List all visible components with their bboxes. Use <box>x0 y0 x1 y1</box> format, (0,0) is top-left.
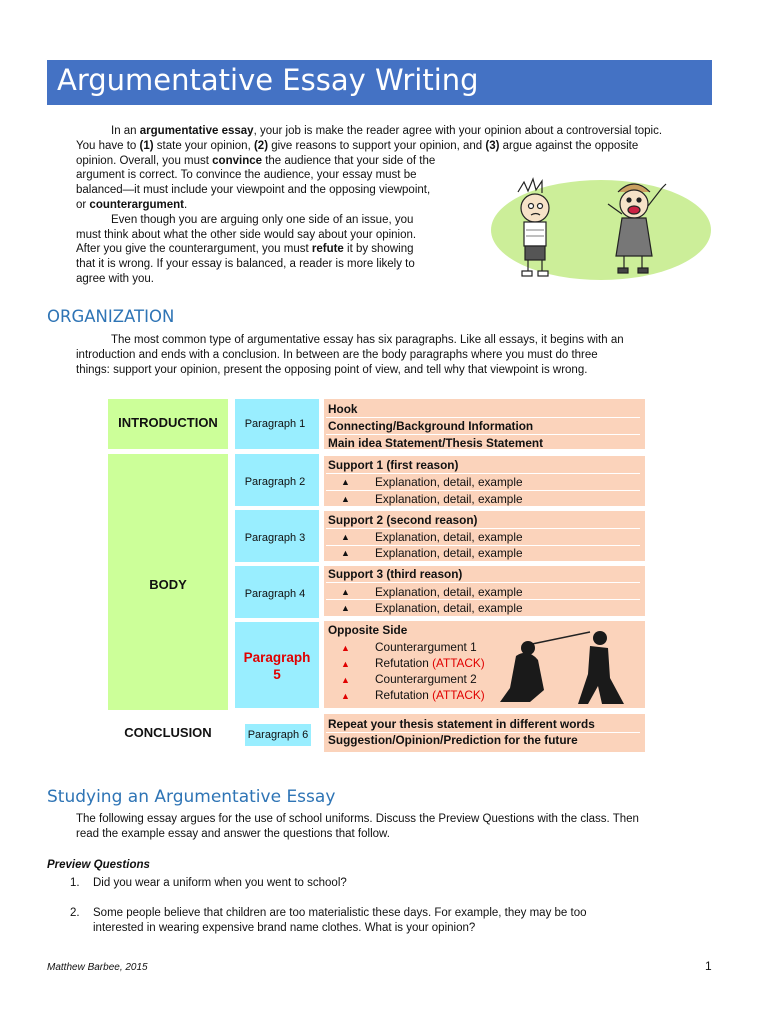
question-1-text: Did you wear a uniform when you went to school? <box>93 877 347 889</box>
paragraph-2-label: Paragraph 2 <box>244 476 306 488</box>
question-2-text: Some people believe that children are too materialistic these days. For example, they may be too interested in wearing expensive brand name clothes. What is your opinion? <box>93 907 587 934</box>
repeat-thesis-text: Repeat your thesis statement in different words <box>328 717 595 731</box>
paragraph-6-label: Paragraph 6 <box>247 729 309 741</box>
page-number: 1 <box>705 959 712 973</box>
check-icon: ▲ <box>341 691 350 701</box>
hook-text: Hook <box>328 402 358 416</box>
preview-questions-heading: Preview Questions <box>47 859 150 871</box>
paragraph-1-label: Paragraph 1 <box>244 418 306 430</box>
support-2-explanation-1: Explanation, detail, example <box>375 530 523 544</box>
studying-heading: Studying an Argumentative Essay <box>47 787 336 807</box>
check-icon: ▲ <box>341 532 350 542</box>
body-label: BODY <box>149 577 187 592</box>
question-2-number: 2. <box>70 907 80 919</box>
support-3-explanation-2: Explanation, detail, example <box>375 601 523 615</box>
organization-heading: ORGANIZATION <box>47 307 175 326</box>
support-3-text: Support 3 (third reason) <box>328 567 463 581</box>
footer-author: Matthew Barbee, 2015 <box>47 962 148 973</box>
check-icon: ▲ <box>341 494 350 504</box>
fencers-illustration <box>490 626 630 706</box>
counterargument-1-text: Counterargument 1 <box>375 640 477 654</box>
introduction-label: INTRODUCTION <box>118 415 218 430</box>
studying-paragraph: The following essay argues for the use of school uniforms. Discuss the Preview Questions with the class. Then read the example essay and answer the questions that follow. <box>76 813 639 840</box>
connecting-background-text: Connecting/Background Information <box>328 419 534 433</box>
support-1-explanation-1: Explanation, detail, example <box>375 475 523 489</box>
support-1-explanation-2: Explanation, detail, example <box>375 492 523 506</box>
opposite-side-text: Opposite Side <box>328 623 408 637</box>
support-1-text: Support 1 (first reason) <box>328 458 459 472</box>
paragraph-5-label: Paragraph 5 <box>243 650 311 682</box>
paragraph-3-label: Paragraph 3 <box>244 532 306 544</box>
paragraph-4-label: Paragraph 4 <box>244 588 306 600</box>
question-1-number: 1. <box>70 877 80 889</box>
check-icon: ▲ <box>341 477 350 487</box>
main-idea-text: Main idea Statement/Thesis Statement <box>328 436 544 450</box>
refutation-1-text: Refutation (ATTACK) <box>375 656 485 670</box>
title-bar <box>47 60 712 105</box>
calvin-cartoon-illustration <box>490 170 712 282</box>
support-3-explanation-1: Explanation, detail, example <box>375 585 523 599</box>
organization-paragraph: The most common type of argumentative essay has six paragraphs. Like all essays, it begins with an introduction and ends with a conclusion. In between are the body paragraphs where you must do three things: support your opinion, present the opposing point of view, and tell why that viewpoint is wrong. <box>76 334 624 376</box>
check-icon: ▲ <box>341 643 350 653</box>
check-icon: ▲ <box>341 603 350 613</box>
page-title: Argumentative Essay Writing <box>57 63 479 97</box>
conclusion-label: CONCLUSION <box>124 725 212 740</box>
suggestion-text: Suggestion/Opinion/Prediction for the future <box>328 733 578 747</box>
intro-paragraph-1: In an argumentative essay, your job is make the reader agree with your opinion about a controversial topic. You have to (1) state your opinion, (2) give reasons to support your opinion, and (3) argue against the opposite opinion. Overall, you must convince the audience that your side of the argument is correct. To convince the audience, your essay must be balanced—it must include your viewpoint and the opposing viewpoint, or counterargument. Even though you are arguing only one side of an issue, you must think about what the other side would say about your opinion. After you give the counterargument, you must refute it by showing that it is wrong. If your essay is balanced, a reader is more likely to agree with you. <box>76 125 663 285</box>
check-icon: ▲ <box>341 548 350 558</box>
support-2-explanation-2: Explanation, detail, example <box>375 546 523 560</box>
counterargument-2-text: Counterargument 2 <box>375 672 477 686</box>
check-icon: ▲ <box>341 659 350 669</box>
check-icon: ▲ <box>341 587 350 597</box>
refutation-2-text: Refutation (ATTACK) <box>375 688 485 702</box>
support-2-text: Support 2 (second reason) <box>328 513 478 527</box>
check-icon: ▲ <box>341 675 350 685</box>
